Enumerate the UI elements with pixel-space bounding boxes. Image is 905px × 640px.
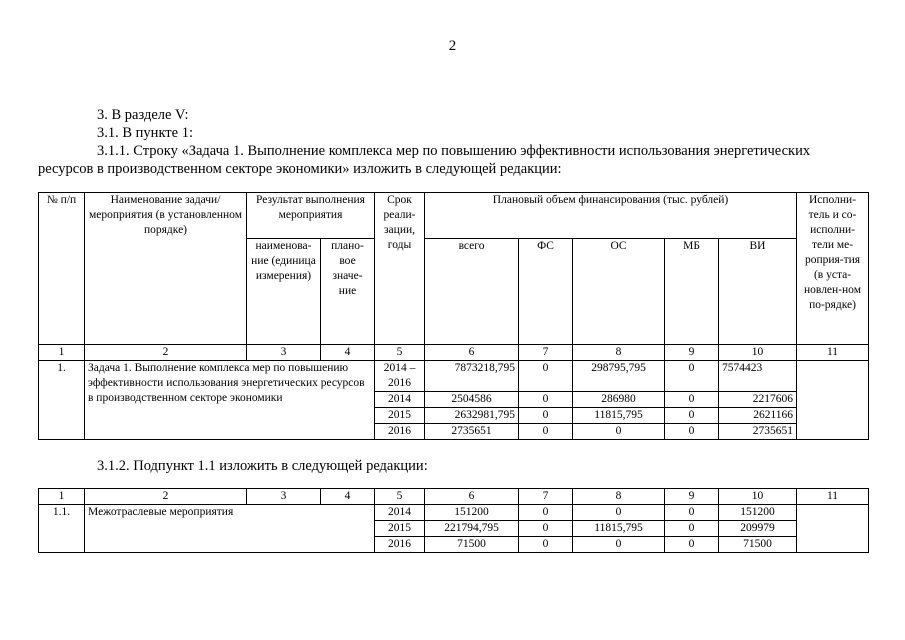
item-name: Межотраслевые мероприятия [85, 505, 375, 553]
vi-cell: 2735651 [719, 424, 797, 440]
mb-cell: 0 [665, 408, 719, 424]
header-result: Результат выполнения мероприятия [247, 193, 375, 239]
intro-line-1: 3. В разделе V: [97, 107, 189, 123]
col-number: 11 [797, 345, 869, 361]
vi-cell: 71500 [719, 537, 797, 553]
col-number: 5 [375, 489, 425, 505]
intro-line-3: 3.1.1. Строку «Задача 1. Выполнение комплекса мер по повышению эффективности использования энергетических [97, 143, 811, 159]
os-cell: 11815,795 [573, 408, 665, 424]
fs-cell: 0 [519, 392, 573, 408]
fs-cell: 0 [519, 361, 573, 392]
mb-cell: 0 [665, 361, 719, 392]
intro-line-2: 3.1. В пункте 1: [97, 125, 193, 141]
header-num: № п/п [39, 193, 85, 345]
term-cell: 2015 [375, 521, 425, 537]
vi-cell: 209979 [719, 521, 797, 537]
col-number: 1 [39, 345, 85, 361]
col-number: 1 [39, 489, 85, 505]
header-fs: ФС [519, 239, 573, 345]
task-name: Задача 1. Выполнение комплекса мер по повышению эффективности использования энергетических ресурсов в производственном секторе экономики [85, 361, 375, 440]
section-text: 3.1.2. Подпункт 1.1 изложить в следующей редакции: [97, 458, 428, 474]
funding-table [38, 192, 869, 440]
col-number: 8 [573, 489, 665, 505]
vi-cell: 7574423 [719, 361, 797, 392]
header-result-value: плано-вое значе-ние [321, 239, 375, 345]
task-number: 1. [39, 361, 85, 440]
header-result-name: наименова-ние (единица измерения) [247, 239, 321, 345]
col-number: 9 [665, 489, 719, 505]
term-cell: 2014 – 2016 [375, 361, 425, 392]
os-cell: 11815,795 [573, 521, 665, 537]
col-number: 10 [719, 345, 797, 361]
vi-cell: 2621166 [719, 408, 797, 424]
os-cell: 298795,795 [573, 361, 665, 392]
col-number: 2 [85, 345, 247, 361]
header-mb: МБ [665, 239, 719, 345]
term-cell: 2015 [375, 408, 425, 424]
total-cell: 221794,795 [425, 521, 519, 537]
vi-cell: 2217606 [719, 392, 797, 408]
header-name: Наименование задачи/мероприятия (в установленном порядке) [85, 193, 247, 345]
col-number: 5 [375, 345, 425, 361]
fs-cell: 0 [519, 537, 573, 553]
total-cell: 2735651 [425, 424, 519, 440]
fs-cell: 0 [519, 424, 573, 440]
header-vi: ВИ [719, 239, 797, 345]
col-number: 3 [247, 489, 321, 505]
total-cell: 2504586 [425, 392, 519, 408]
col-number: 11 [797, 489, 869, 505]
mb-cell: 0 [665, 537, 719, 553]
fs-cell: 0 [519, 521, 573, 537]
os-cell: 286980 [573, 392, 665, 408]
term-cell: 2016 [375, 537, 425, 553]
col-number: 6 [425, 345, 519, 361]
os-cell: 0 [573, 537, 665, 553]
os-cell: 0 [573, 505, 665, 521]
page-number: 2 [448, 38, 457, 54]
total-cell: 2632981,795 [425, 408, 519, 424]
header-executors: Исполни-тель и со-исполни-тели ме-роприя-тия (в уста-новлен-ном по-рядке) [797, 193, 869, 345]
executors-cell [797, 505, 869, 553]
col-number: 7 [519, 345, 573, 361]
term-cell: 2014 [375, 505, 425, 521]
fs-cell: 0 [519, 505, 573, 521]
col-number: 4 [321, 345, 375, 361]
col-number: 8 [573, 345, 665, 361]
term-cell: 2014 [375, 392, 425, 408]
col-number: 2 [85, 489, 247, 505]
mb-cell: 0 [665, 521, 719, 537]
col-number: 9 [665, 345, 719, 361]
measures-table [38, 488, 869, 553]
col-number: 3 [247, 345, 321, 361]
col-number: 4 [321, 489, 375, 505]
mb-cell: 0 [665, 424, 719, 440]
term-cell: 2016 [375, 424, 425, 440]
header-funding: Плановый объем финансирования (тыс. рублей) [425, 193, 797, 239]
header-os: ОС [573, 239, 665, 345]
header-term: Срок реали-зации, годы [375, 193, 425, 345]
os-cell: 0 [573, 424, 665, 440]
total-cell: 151200 [425, 505, 519, 521]
mb-cell: 0 [665, 505, 719, 521]
fs-cell: 0 [519, 408, 573, 424]
mb-cell: 0 [665, 392, 719, 408]
col-number: 6 [425, 489, 519, 505]
header-total: всего [425, 239, 519, 345]
executors-cell [797, 361, 869, 440]
total-cell: 71500 [425, 537, 519, 553]
vi-cell: 151200 [719, 505, 797, 521]
total-cell: 7873218,795 [425, 361, 519, 392]
col-number: 10 [719, 489, 797, 505]
intro-line-4: ресурсов в производственном секторе экономики» изложить в следующей редакции: [38, 161, 562, 177]
item-number: 1.1. [39, 505, 85, 553]
col-number: 7 [519, 489, 573, 505]
